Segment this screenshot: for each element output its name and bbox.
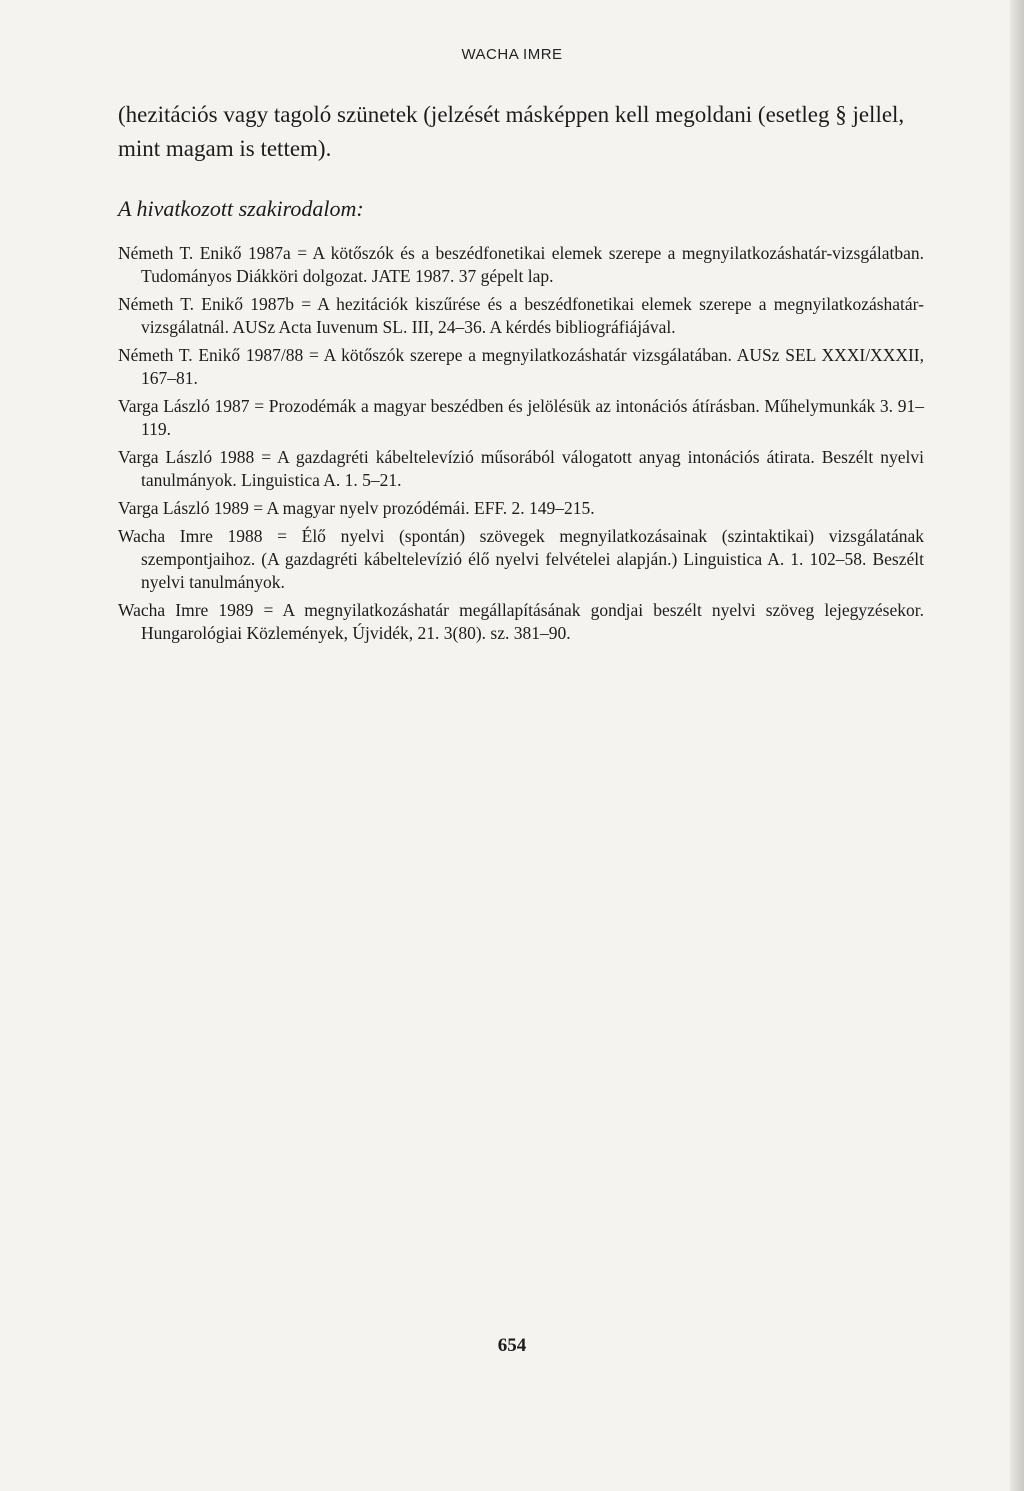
reference-item: Varga László 1988 = A gazdagréti kábeltelevízió műsorából válogatott anyag intonációs átirata. Beszélt nyelvi tanulmányok. Linguistica A. 1. 5–21. xyxy=(118,447,924,490)
reference-item: Németh T. Enikő 1987a = A kötőszók és a beszédfonetikai elemek szerepe a megnyilatkozáshatár-vizsgálatban. Tudományos Diákköri dolgozat. JATE 1987. 37 gépelt lap. xyxy=(118,243,924,286)
reference-item: Varga László 1987 = Prozodémák a magyar beszédben és jelölésük az intonációs átírásban. Műhelymunkák 3. 91–119. xyxy=(118,396,924,439)
reference-item: Németh T. Enikő 1987/88 = A kötőszók szerepe a megnyilatkozáshatár vizsgálatában. AUSz SEL XXXI/XXXII, 167–81. xyxy=(118,345,924,388)
reference-item: Wacha Imre 1989 = A megnyilatkozáshatár megállapításának gondjai beszélt nyelvi szöveg lejegyzésekor. Hungarológiai Közlemények, Újvidék, 21. 3(80). sz. 381–90. xyxy=(118,600,924,643)
page-number: 654 xyxy=(497,1335,527,1356)
section-title: A hivatkozott szakirodalom: xyxy=(118,196,364,221)
running-head: WACHA IMRE xyxy=(461,46,563,63)
page-edge-shadow xyxy=(1010,0,1024,1491)
intro-paragraph: (hezitációs vagy tagoló szünetek (jelzését másképpen kell megoldani (esetleg § jellel, mint magam is tettem). xyxy=(118,102,905,161)
reference-item: Németh T. Enikő 1987b = A hezitációk kiszűrése és a beszédfonetikai elemek szerepe a megnyilatkozáshatár-vizsgálatnál. AUSz Acta Iuvenum SL. III, 24–36. A kérdés bibliográfiájával. xyxy=(118,294,924,337)
reference-item: Wacha Imre 1988 = Élő nyelvi (spontán) szövegek megnyilatkozásainak (szintaktikai) vizsgálatának szempontjaihoz. (A gazdagréti kábeltelevízió élő nyelvi felvételei alapján.) Linguistica A. 1. 102–58. Beszélt nyelvi tanulmányok. xyxy=(118,526,924,592)
reference-list xyxy=(118,242,924,650)
reference-item: Varga László 1989 = A magyar nyelv prozódémái. EFF. 2. 149–215. xyxy=(118,498,595,518)
